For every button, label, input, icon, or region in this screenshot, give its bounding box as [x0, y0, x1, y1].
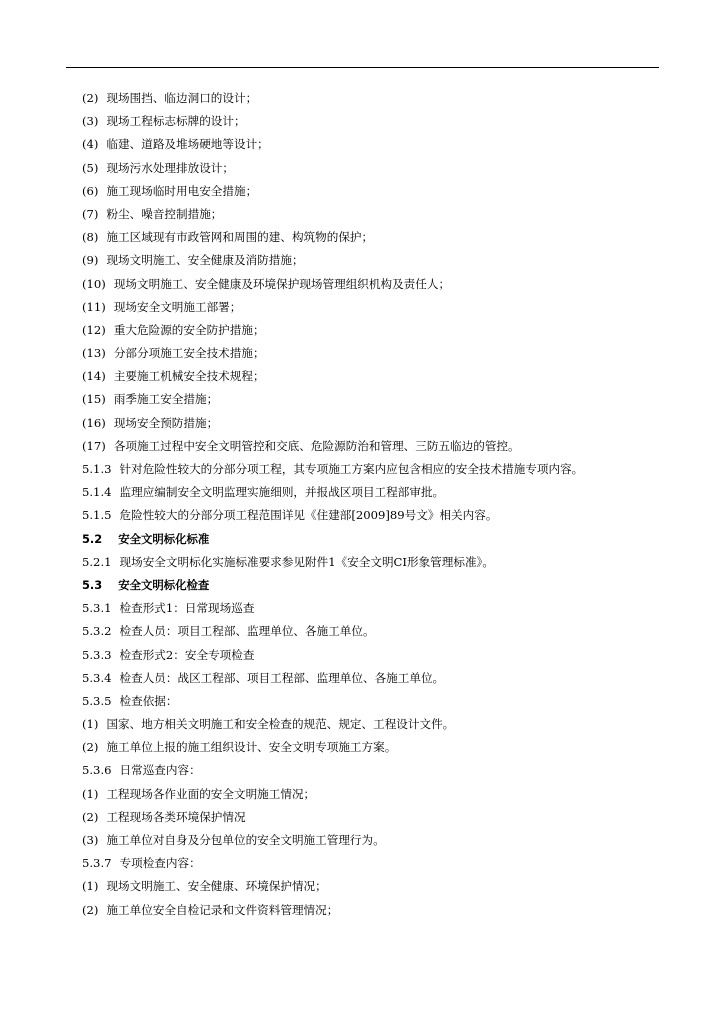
item-text: 监理应编制安全文明监理实施细则，并报战区项目工程部审批。: [119, 485, 445, 500]
item-text: 现场安全文明标化实施标准要求参见附件1《安全文明CI形象管理标准》。: [119, 554, 494, 569]
item-number: (5): [82, 160, 99, 175]
item-number: (2): [82, 809, 99, 824]
text-line: [82, 249, 662, 272]
item-number: (10): [82, 276, 106, 291]
text-line: [82, 110, 662, 133]
document-body: [82, 87, 662, 922]
section-heading: [82, 528, 662, 551]
item-number: (2): [82, 91, 99, 105]
item-text: 检查人员：项目工程部、监理单位、各施工单位。: [119, 624, 375, 639]
item-number: 5.3.2: [82, 624, 112, 639]
item-number: 5.2: [82, 531, 103, 546]
item-text: 现场文明施工、安全健康及消防措施；: [106, 253, 304, 268]
item-text: 施工现场临时用电安全措施；: [106, 183, 258, 198]
item-text: 现场安全文明施工部署；: [113, 299, 242, 314]
text-line: [82, 342, 662, 365]
text-line: [82, 690, 662, 713]
item-text: 针对危险性较大的分部分项工程，其专项施工方案内应包含相应的安全技术措施专项内容。: [119, 462, 584, 476]
item-text: 检查人员：战区工程部、项目工程部、监理单位、各施工单位。: [119, 670, 445, 685]
item-number: (1): [82, 786, 99, 801]
text-line: [82, 87, 662, 110]
section-heading: [82, 574, 662, 597]
item-number: (3): [82, 833, 99, 847]
text-line: [82, 296, 662, 319]
item-text: 现场安全预防措施；: [113, 415, 219, 430]
text-line: [82, 597, 662, 620]
item-text: 施工单位安全自检记录和文件资料管理情况；: [106, 902, 339, 917]
text-line: [82, 783, 662, 806]
item-number: (15): [82, 392, 106, 407]
text-line: [82, 435, 662, 458]
item-text: 施工单位上报的施工组织设计、安全文明专项施工方案。: [106, 740, 397, 755]
item-number: 5.2.1: [82, 554, 112, 569]
item-number: (6): [82, 183, 99, 198]
item-number: 5.1.4: [82, 485, 112, 500]
item-number: (8): [82, 230, 99, 245]
item-text: 施工区域现有市政管网和周围的建、构筑物的保护；: [106, 230, 374, 245]
text-line: [82, 226, 662, 249]
item-text: 检查形式2：安全专项检查: [119, 647, 255, 662]
text-line: [82, 273, 662, 296]
item-number: 5.1.3: [82, 462, 112, 476]
text-line: [82, 644, 662, 667]
item-number: 5.3: [82, 577, 103, 592]
item-text: 工程现场各作业面的安全文明施工情况；: [106, 786, 316, 801]
text-line: [82, 157, 662, 180]
item-text: 现场工程标志标牌的设计；: [106, 114, 246, 129]
text-line: [82, 365, 662, 388]
text-line: [82, 829, 662, 852]
item-text: 检查依据：: [119, 693, 178, 708]
item-number: 5.3.5: [82, 693, 112, 708]
item-text: 危险性较大的分部分项工程范围详见《住建部[2009]89号文》相关内容。: [119, 508, 498, 523]
item-number: 5.3.4: [82, 670, 112, 685]
text-line: [82, 713, 662, 736]
item-number: (17): [82, 438, 106, 453]
item-text: 施工单位对自身及分包单位的安全文明施工管理行为。: [106, 833, 385, 847]
text-line: [82, 551, 662, 574]
text-line: [82, 458, 662, 481]
item-text: 国家、地方相关文明施工和安全检查的规范、规定、工程设计文件。: [106, 717, 455, 732]
item-number: 5.3.6: [82, 763, 112, 778]
item-number: (13): [82, 346, 106, 361]
item-number: (14): [82, 369, 106, 384]
item-text: 雨季施工安全措施；: [113, 392, 219, 407]
item-number: 5.3.1: [82, 601, 112, 616]
text-line: [82, 180, 662, 203]
item-number: (16): [82, 415, 106, 430]
text-line: [82, 852, 662, 875]
item-text: 日常巡查内容：: [119, 763, 201, 778]
item-number: (2): [82, 902, 99, 917]
item-text: 分部分项施工安全技术措施；: [113, 346, 265, 361]
item-number: (1): [82, 879, 99, 894]
text-line: [82, 899, 662, 922]
item-text: 安全文明标化标准: [118, 531, 210, 546]
item-number: (9): [82, 253, 99, 268]
text-line: [82, 759, 662, 782]
item-number: (7): [82, 206, 99, 221]
item-number: (2): [82, 740, 99, 755]
header-rule: [66, 67, 659, 68]
item-text: 主要施工机械安全技术规程；: [113, 369, 265, 384]
text-line: [82, 133, 662, 156]
item-number: (3): [82, 114, 99, 129]
item-number: 5.3.7: [82, 856, 112, 871]
item-text: 现场文明施工、安全健康及环境保护现场管理组织机构及责任人；: [113, 276, 451, 291]
item-number: 5.3.3: [82, 647, 112, 662]
text-line: [82, 736, 662, 759]
item-text: 现场文明施工、安全健康、环境保护情况；: [106, 879, 327, 894]
item-text: 检查形式1：日常现场巡查: [119, 601, 255, 616]
text-line: [82, 667, 662, 690]
item-text: 各项施工过程中安全文明管控和交底、危险源防治和管理、三防五临边的管控。: [113, 438, 520, 453]
text-line: [82, 875, 662, 898]
item-number: (11): [82, 299, 106, 314]
text-line: [82, 481, 662, 504]
item-text: 安全文明标化检查: [118, 577, 210, 592]
text-line: [82, 412, 662, 435]
text-line: [82, 504, 662, 527]
item-text: 粉尘、噪音控制措施；: [106, 206, 223, 221]
text-line: [82, 620, 662, 643]
item-number: (4): [82, 137, 99, 152]
item-text: 临建、道路及堆场硬地等设计；: [106, 137, 269, 152]
text-line: [82, 806, 662, 829]
item-text: 现场污水处理排放设计；: [106, 160, 234, 175]
item-text: 重大危险源的安全防护措施；: [113, 322, 265, 337]
item-number: 5.1.5: [82, 508, 112, 523]
item-text: 现场围挡、临边洞口的设计；: [106, 91, 258, 105]
item-text: 工程现场各类环境保护情况: [106, 809, 246, 824]
item-text: 专项检查内容：: [119, 856, 201, 871]
text-line: [82, 388, 662, 411]
text-line: [82, 203, 662, 226]
item-number: (12): [82, 322, 106, 337]
item-number: (1): [82, 717, 99, 732]
text-line: [82, 319, 662, 342]
